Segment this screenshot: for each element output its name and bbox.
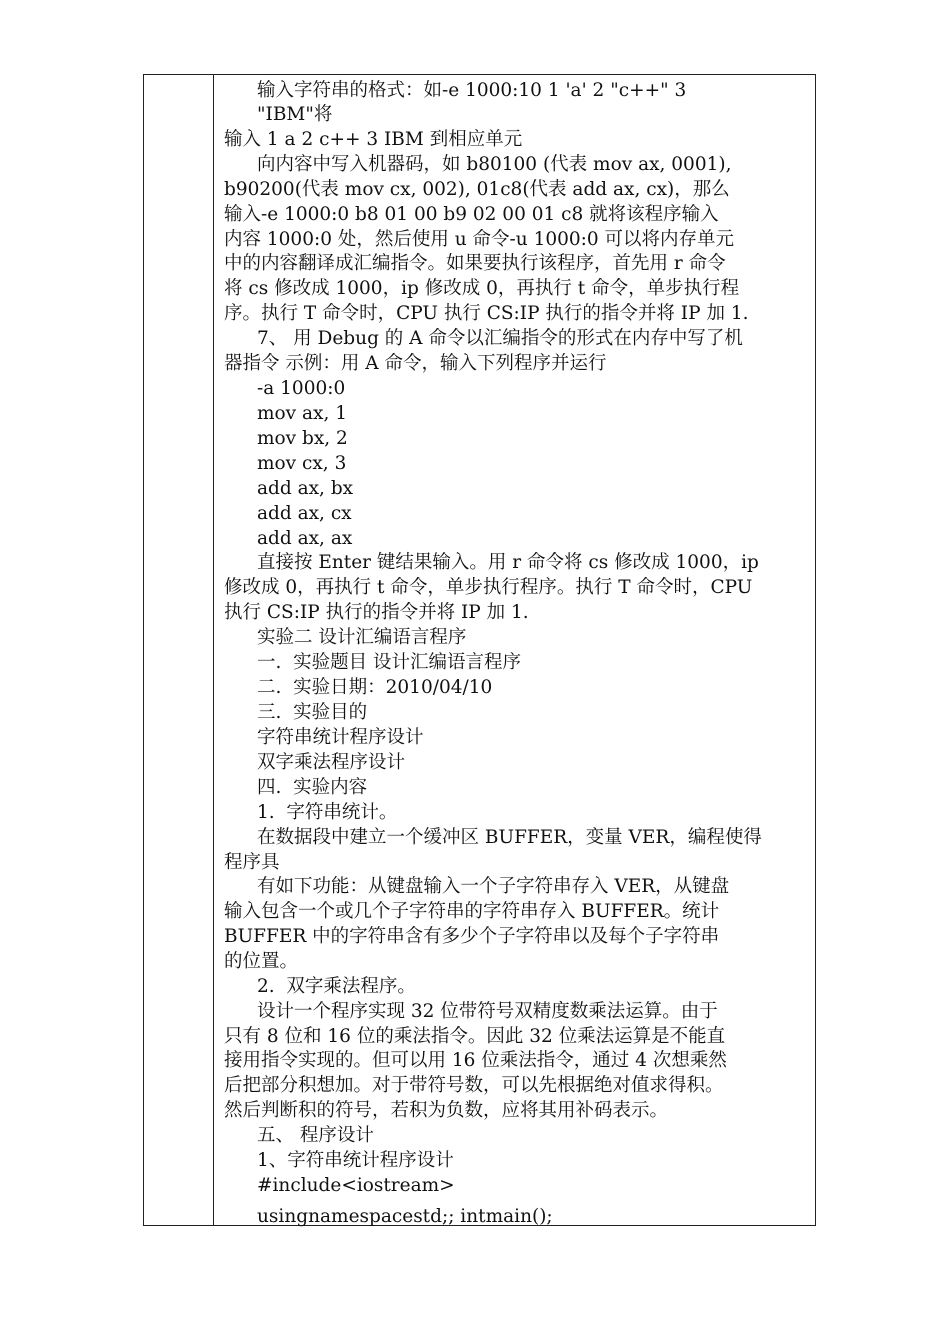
text-line: 一. 实验题目 设计汇编语言程序 <box>257 652 522 673</box>
text-line: 中的内容翻译成汇编指令。如果要执行该程序，首先用 r 命令 <box>224 253 726 274</box>
text-line: 序。执行 T 命令时，CPU 执行 CS:IP 执行的指令并将 IP 加 1. <box>224 303 749 324</box>
text-line: 程序具 <box>224 852 280 873</box>
text-line: 修改成 0，再执行 t 命令，单步执行程序。执行 T 命令时，CPU <box>224 577 753 598</box>
text-line: 直接按 Enter 键结果输入。用 r 命令将 cs 修改成 1000，ip <box>257 552 759 573</box>
text-line: 后把部分积想加。对于带符号数，可以先根据绝对值求得积。 <box>224 1075 724 1096</box>
text-line: 在数据段中建立一个缓冲区 BUFFER，变量 VER，编程使得 <box>257 827 762 848</box>
text-line: 输入字符串的格式：如-e 1000:10 1 'a' 2 "c++" 3 <box>257 80 687 101</box>
text-line: mov bx, 2 <box>257 428 348 449</box>
left-column-cell <box>144 75 214 1225</box>
text-line: 有如下功能：从键盘输入一个子字符串存入 VER，从键盘 <box>257 876 730 897</box>
text-line: usingnamespacestd;; intmain(); <box>257 1206 553 1227</box>
text-line: add ax, ax <box>257 528 353 549</box>
text-line: 四. 实验内容 <box>257 777 368 798</box>
text-line: #include<iostream> <box>257 1175 455 1196</box>
text-line: add ax, cx <box>257 503 352 524</box>
text-line: 1. 字符串统计。 <box>257 802 398 823</box>
text-line: 执行 CS:IP 执行的指令并将 IP 加 1. <box>224 602 529 623</box>
text-line: 输入 1 a 2 c++ 3 IBM 到相应单元 <box>224 129 523 150</box>
text-line: 然后判断积的符号，若积为负数，应将其用补码表示。 <box>224 1100 669 1121</box>
text-line: 输入-e 1000:0 b8 01 00 b9 02 00 01 c8 就将该程序输入 <box>224 204 719 225</box>
text-line: -a 1000:0 <box>257 378 346 399</box>
text-line: 三. 实验目的 <box>257 702 368 723</box>
text-line: 2. 双字乘法程序。 <box>257 976 416 997</box>
document-table <box>143 74 816 1226</box>
text-line: 的位置。 <box>224 951 299 972</box>
text-line: 接用指令实现的。但可以用 16 位乘法指令，通过 4 次想乘然 <box>224 1050 727 1071</box>
text-line: 7、 用 Debug 的 A 命令以汇编指令的形式在内存中写了机 <box>257 328 743 349</box>
text-line: 字符串统计程序设计 <box>257 727 424 748</box>
text-line: BUFFER 中的字符串含有多少个子字符串以及每个子字符串 <box>224 926 720 947</box>
text-line: 二. 实验日期：2010/04/10 <box>257 677 493 698</box>
text-line: 将 cs 修改成 1000，ip 修改成 0，再执行 t 命令，单步执行程 <box>224 278 740 299</box>
text-line: b90200(代表 mov cx, 002), 01c8(代表 add ax, cx)，那么 <box>224 179 730 200</box>
text-line: 器指令 示例：用 A 命令，输入下列程序并运行 <box>224 353 607 374</box>
text-line: 双字乘法程序设计 <box>257 752 406 773</box>
text-line: 设计一个程序实现 32 位带符号双精度数乘法运算。由于 <box>257 1001 718 1022</box>
text-line: 输入包含一个或几个子字符串的字符串存入 BUFFER。统计 <box>224 901 720 922</box>
text-line: 实验二 设计汇编语言程序 <box>257 627 467 648</box>
text-line: mov cx, 3 <box>257 453 347 474</box>
text-line: 1、字符串统计程序设计 <box>257 1150 454 1171</box>
text-line: 五、 程序设计 <box>257 1125 374 1146</box>
text-line: add ax, bx <box>257 478 354 499</box>
text-line: 向内容中写入机器码，如 b80100 (代表 mov ax, 0001), <box>257 154 732 175</box>
content-cell <box>216 75 815 1225</box>
text-line: 只有 8 位和 16 位的乘法指令。因此 32 位乘法运算是不能直 <box>224 1026 726 1047</box>
text-line: 内容 1000:0 处，然后使用 u 命令-u 1000:0 可以将内存单元 <box>224 229 735 250</box>
text-line: "IBM"将 <box>257 104 333 125</box>
text-line: mov ax, 1 <box>257 403 348 424</box>
